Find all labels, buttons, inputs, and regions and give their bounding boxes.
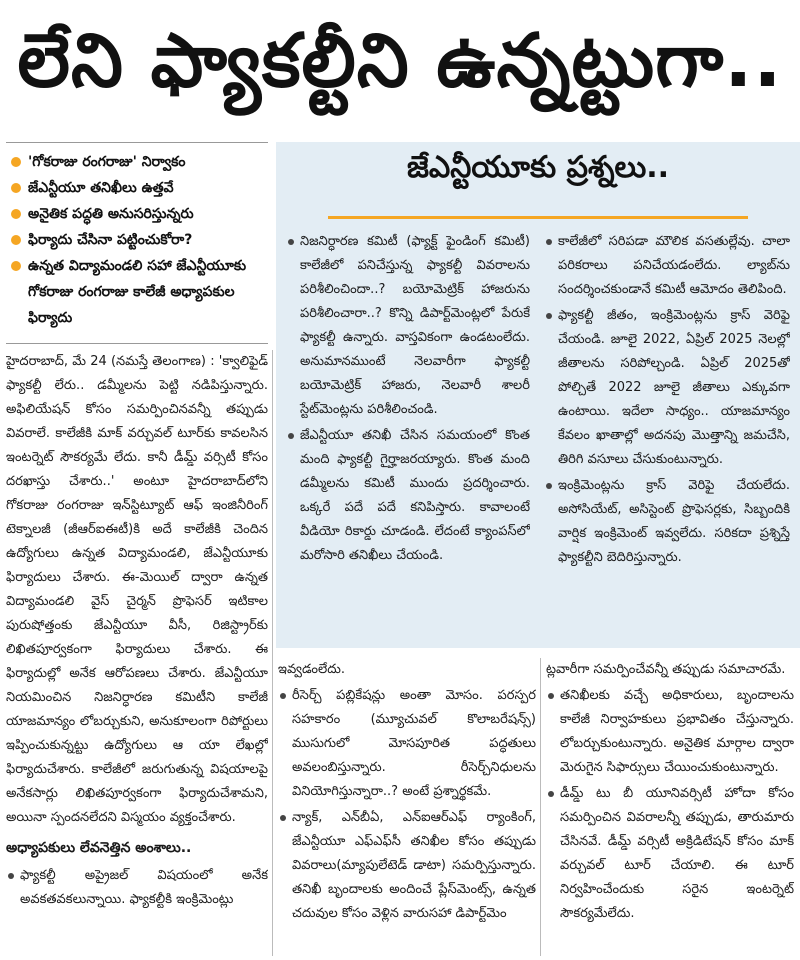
issue-bullet: రీసెర్చ్ పబ్లికేషన్లు అంతా మోసం. పరస్పర సహకారం (మ్యూచువల్ కొలాబరేషన్స్) ముసుగులో మోసపూరిత పద్ధతులు అవలంబిస్తున్నారు. రీసెర్చ్‌నిధులను వినియోగిస్తున్నారా..? అంటే ప్రశ్నార్థకమే. [278,684,536,804]
article-intro-paragraph: హైదరాబాద్, మే 24 (నమస్తే తెలంగాణ) : 'క్వాలిఫైడ్ ఫ్యాకల్టీ లేరు.. డమ్మీలను పెట్టి నడిపిస్తున్నారు. అఫిలియేషన్ కోసం సమర్పించినవన్నీ తప్పుడు వివరాలే. కాలేజీకి మాక్ వర్చువల్ టూర్‌కు కావలసిన ఇంటర్నెట్ సౌకర్యమే లేదు. కానీ డీమ్డ్ వర్సిటీ కోసం దరఖాస్తు చేశారు..' అంటూ హైదరాబాద్‌లోని గోకరాజు రంగరాజు ఇన్‌స్టిట్యూట్ ఆఫ్ ఇంజినీరింగ్ టెక్నాలజీ (జీఆర్ఐఈటీ)కి అదే కాలేజీకి చెందిన ఉద్యోగులు ఉన్నత విద్యామండలి, జేఎన్టీయూకు ఫిర్యాదులు చేశారు. ఈ-మెయిల్ ద్వారా ఉన్నత విద్యామండలి వైస్ చైర్మన్ ప్రొఫెసర్ ఇటికాల పురుషోత్తంకు జేఎన్టీయూ వీసీ, రిజిస్ట్రార్‌కు లిఖితపూర్వకంగా ఫిర్యాదులు చేశారు. ఈ ఫిర్యాదుల్లో అనేక ఆరోపణలు చేశారు. జేఎన్టీయూ నియమించిన నిజనిర్ధారణ కమిటీని కాలేజీ యాజమాన్యం లోబర్చుకుని, అనుకూలంగా రిపోర్టులు ఇప్పించుకున్నట్టు ఉద్యోగులు ఆ యా లేఖల్లో ఫిర్యాదుచేశారు. కాలేజీలో జరుగుతున్న విషయాలపై అనేకసార్లు లిఖితపూర్వకంగా ఫిర్యాదుచేశామని, అయినా స్పందనలేదని విస్మయం వ్యక్తంచేశారు. [6,354,268,825]
left-column [6,350,268,956]
questions-box [276,142,800,648]
continued-text: ఇవ్వడంలేదు. [278,662,346,677]
highlight-item: ఫిర్యాదు చేసినా పట్టించుకోరా? [6,227,268,253]
bottom-right-column [546,658,794,956]
questions-column-2 [544,230,790,642]
highlights-sidebar [6,142,268,344]
highlight-item: జేఎన్టీయూ తనిఖీలు ఉత్తవే [6,175,268,201]
question-bullet: ఫ్యాకల్టీ జీతం, ఇంక్రిమెంట్లను క్రాస్ వెరిఫై చేయండి. జూలై 2022, ఏప్రిల్ 2025 నెలల్లో జీతాలను సరిపోల్చండి. ఏప్రిల్ 2025తో పోల్చితే 2022 జూలై జీతాలు ఎక్కువగా ఉంటాయి. ఇదేలా సాధ్యం.. యాజమాన్యం కేవలం ఖాతాల్లో అదనపు మొత్తాన్ని జమచేసి, తిరిగి వసూలు చేసుకుంటున్నారు. [544,304,790,472]
questions-column-1 [286,230,530,642]
column-divider [272,350,273,956]
issues-subheading: అధ్యాపకులు లేవనెత్తిన అంశాలు.. [6,840,192,856]
issue-bullet: తనిఖీలకు వచ్చే అధికారులు, బృందాలను కాలేజీ నిర్వాహకులు ప్రభావితం చేస్తున్నారు. లోబర్చుకుంటున్నారు. అనైతిక మార్గాల ద్వారా మెరుగైన సిఫార్సులు చేయించుకుంటున్నారు. [546,684,794,780]
question-bullet: జేఎన్టీయూ తనిఖీ చేసిన సమయంలో కొంత మంది ఫ్యాకల్టీ గైర్హాజరయ్యారు. కొంత మంది డమ్మీలను కమిటీ ముందు ప్రదర్శించారు. ఒక్కరే పదే పదే కనిపిస్తారు. కావాలంటే వీడియో రికార్డు చూడండి. లేదంటే క్యాంపస్‌లో మరోసారి తనిఖీలు చేయండి. [286,424,530,568]
title-underline [328,216,748,219]
headline: లేని ఫ్యాకల్టీని ఉన్నట్టుగా.. [17,18,783,104]
questions-box-title: జేఎన్టీయూకు ప్రశ్నలు.. [407,150,669,185]
highlight-item: అనైతిక పద్ధతి అనుసరిస్తున్నరు [6,201,268,227]
continued-text: ట్లవారీగా సమర్పించేవన్నీ తప్పుడు సమాచారమే. [546,662,786,677]
question-bullet: ఇంక్రిమెంట్లను క్రాస్ వెరిఫై చేయలేదు. అసోసియేట్, అసిస్టెంట్ ప్రొఫెసర్లకు, సిబ్బందికి వార్షిక ఇంక్రిమెంట్ ఇవ్వలేదు. సరికదా ప్రశ్నిస్తే ఫ్యాకల్టీని బెదిరిస్తున్నారు. [544,474,790,570]
issue-bullet: ఫ్యాకల్టీ అప్రైజల్ విషయంలో అనేక అవకతవకలున్నాయి. ఫ్యాకల్టీకి ఇంక్రిమెంట్లు [6,864,268,912]
highlight-item: ఉన్నత విద్యామండలి సహా జేఎన్టీయూకు గోకరాజు రంగరాజు కాలేజీ అధ్యాపకుల ఫిర్యాదు [6,253,268,331]
issue-bullet: న్యాక్, ఎన్‌బీఏ, ఎన్ఐఆర్ఎఫ్ ర్యాంకింగ్, జేఎన్టీయూ ఎఫ్ఎఫ్‌సీ తనిఖీల కోసం తప్పుడు వివరాలు(మ్యాపులేటెడ్ డాటా) సమర్పిస్తున్నారు. తనిఖీ బృందాలకు అందించే ప్లేస్‌మెంట్స్, ఉన్నత చదువుల కోసం వెళ్లిన వారుసహా డిపార్ట్‌మెం [278,806,536,926]
question-bullet: నిజనిర్ధారణ కమిటీ (ఫ్యాక్ట్ ఫైండింగ్ కమిటీ) కాలేజీలో పనిచేస్తున్న ఫ్యాకల్టీ వివరాలను పరిశీలించిందా..? బయోమెట్రిక్ హాజరును పరిశీలించారా..? కొన్ని డిపార్ట్‌మెంట్లలో పేరుకే ఫ్యాకల్టీ ఉన్నారు. వాస్తవికంగా ఉండటంలేదు. అనుమానముంటే నెలవారీగా ఫ్యాకల్టీ బయోమెట్రిక్ హాజరు, నెలవారీ శాలరీ స్టేట్‌మెంట్లను పరిశీలించండి. [286,230,530,422]
bottom-middle-column [278,658,536,956]
highlights-list [6,149,268,331]
issue-bullet: డీమ్డ్ టు బీ యూనివర్సిటీ హోదా కోసం సమర్పించిన వివరాలన్నీ తప్పుడు, తారుమారు చేసినవే. డీమ్డ్ వర్సిటీ అక్రిడిటేషన్ కోసం మాక్ వర్చువల్ టూర్ చేయాలి. ఈ టూర్ నిర్వహించేందుకు సరైన ఇంటర్నెట్ సౌకర్యమేలేదు. [546,782,794,926]
column-divider [540,658,541,956]
highlight-item: 'గోకరాజు రంగరాజు' నిర్వాకం [6,149,268,175]
question-bullet: కాలేజీలో సరిపడా మౌలిక వసతుల్లేవు. చాలా పరికరాలు పనిచేయడంలేదు. ల్యాబ్‌ను సందర్శించకుండానే కమిటీ ఆమోదం తెలిపింది. [544,230,790,302]
